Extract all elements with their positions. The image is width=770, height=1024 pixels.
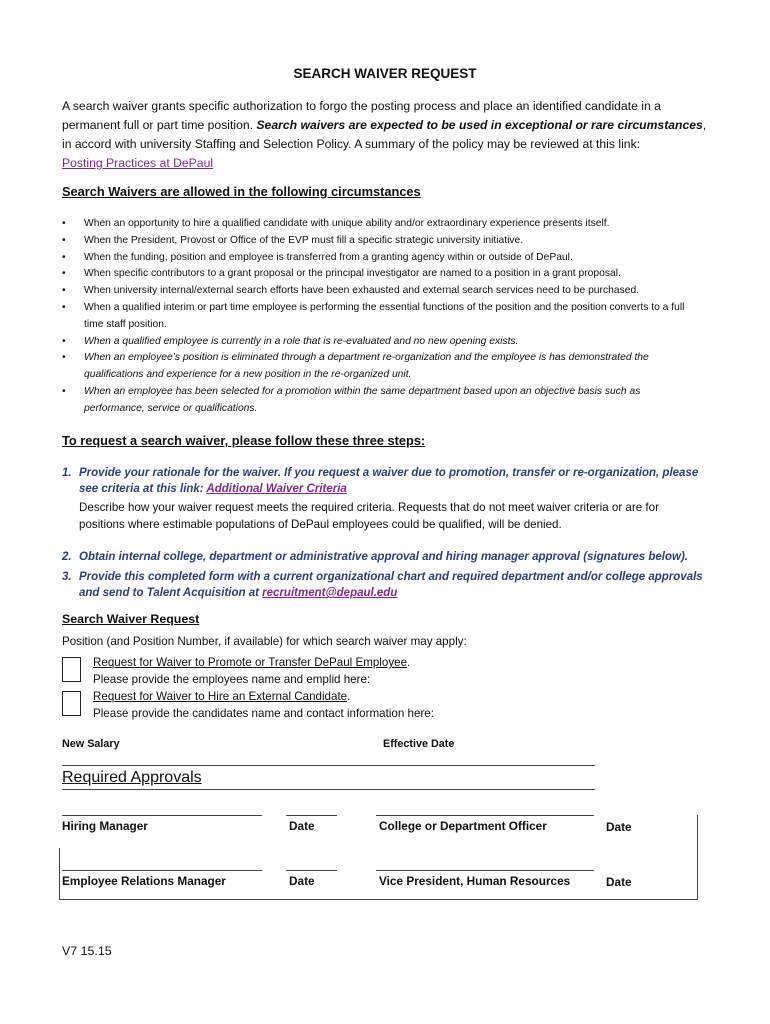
hiring-manager-label: Hiring Manager [62,819,148,833]
recruitment-email-link[interactable]: recruitment@depaul.edu [262,587,398,599]
approvals-divider [62,789,595,790]
vp-hr-label: Vice President, Human Resources [379,874,571,888]
circumstance-item: • When an employee’s position is eliminated through a department re-organization and the employee is has demonstrated the qualifications and experience for a new position in the re-organized unit. [62,350,692,384]
circumstance-item: • When the President, Provost or Office of the EVP must fill a specific strategic university initiative. [62,233,692,250]
option-2-note: Please provide the candidates name and contact information here: [93,706,434,720]
step-1-text: Provide your rationale for the waiver. If you request a waiver due to promotion, transfer or re-organization, please see criteria at this link: [79,467,699,495]
new-salary-label: New Salary [62,738,120,750]
option-1-note: Please provide the employees name and emplid here: [93,672,371,686]
approvals-heading: Required Approvals [62,769,202,786]
salary-divider [62,765,595,766]
step-2-text: Obtain internal college, department or administrative approval and hiring manager approval (signatures below). [79,551,688,563]
right-frame-line [697,815,698,900]
date-1-signature-line[interactable] [286,815,337,816]
option-2 [93,689,434,722]
step-1-number: 1. [62,467,72,479]
circumstance-item: • When a qualified interim or part time employee is performing the essential functions of the position and the position converts to a full time staff position. [62,300,692,334]
position-label: Position (and Position Number, if available) for which search waiver may apply: [62,635,467,648]
circumstance-item: • When an employee has been selected for a promotion within the same department based upon an objective basis such as performance, service or qualifications. [62,384,692,418]
date-3-label: Date [289,874,315,888]
request-heading: Search Waiver Request [62,612,200,626]
date-1-label: Date [289,819,315,833]
additional-waiver-criteria-link[interactable]: Additional Waiver Criteria [206,483,347,495]
step-2 [62,549,709,565]
employee-relations-signature-line[interactable] [62,870,262,871]
promote-transfer-checkbox[interactable] [62,657,81,682]
college-officer-label: College or Department Officer [379,819,547,833]
option-1 [93,655,410,688]
step-3-number: 3. [62,571,72,583]
step-3-text: Provide this completed form with a current organizational chart and required department and/or college approvals and send to Talent Acquisition at [79,571,703,599]
bottom-frame-line [59,899,698,900]
left-frame-line [59,848,60,900]
employee-relations-label: Employee Relations Manager [62,874,226,888]
intro-paragraph [62,97,712,173]
step-2-number: 2. [62,551,72,563]
date-2-label: Date [606,820,632,834]
circumstances-list [62,216,692,418]
intro-text-end: , in accord with university Staffing and Selection Policy. A summary of the policy may be reviewed at this link: [62,118,707,151]
page-title: SEARCH WAIVER REQUEST [293,66,477,81]
steps-heading: To request a search waiver, please follow these three steps: [62,433,426,448]
option-1-title: Request for Waiver to Promote or Transfer DePaul Employee [93,656,408,669]
vp-hr-signature-line[interactable] [376,870,594,871]
step-1-description: Describe how your waiver request meets the required criteria. Requests that do not meet waiver criteria or are for positions where estimable populations of DePaul employees could be qualified, will be denied. [79,501,659,531]
hiring-manager-signature-line[interactable] [62,815,262,816]
effective-date-label: Effective Date [383,738,455,750]
external-candidate-checkbox[interactable] [62,691,81,716]
circumstance-item: • When a qualified employee is currently in a role that is re-evaluated and no new opening exists. [62,334,692,351]
option-1-period: . [407,656,411,669]
circumstance-item: • When the funding, position and employee is transferred from a granting agency within or outside of DePaul. [62,250,692,267]
intro-text: A search waiver grants specific authorization to forgo the posting process and place an identified candidate in a permanent full or part time position. [62,99,661,132]
step-1 [62,465,709,497]
version-label: V7 15.15 [62,944,112,958]
circumstance-item: • When specific contributors to a grant proposal or the principal investigator are named to a position in a grant proposal. [62,266,692,283]
option-2-title: Request for Waiver to Hire an External Candidate [93,690,348,703]
circumstance-item: • When an opportunity to hire a qualified candidate with unique ability and/or extraordinary experience presents itself. [62,216,692,233]
step-3 [62,569,709,601]
circumstances-heading: Search Waivers are allowed in the following circumstances [62,184,421,199]
date-3-signature-line[interactable] [286,870,337,871]
date-4-label: Date [606,875,632,889]
option-2-period: . [347,690,351,703]
posting-practices-link[interactable]: Posting Practices at DePaul [62,156,214,170]
circumstance-item: • When university internal/external search efforts have been exhausted and external search services need to be purchased. [62,283,692,300]
intro-emphasis: Search waivers are expected to be used in exceptional or rare circumstances [256,118,703,132]
college-officer-signature-line[interactable] [376,815,594,816]
